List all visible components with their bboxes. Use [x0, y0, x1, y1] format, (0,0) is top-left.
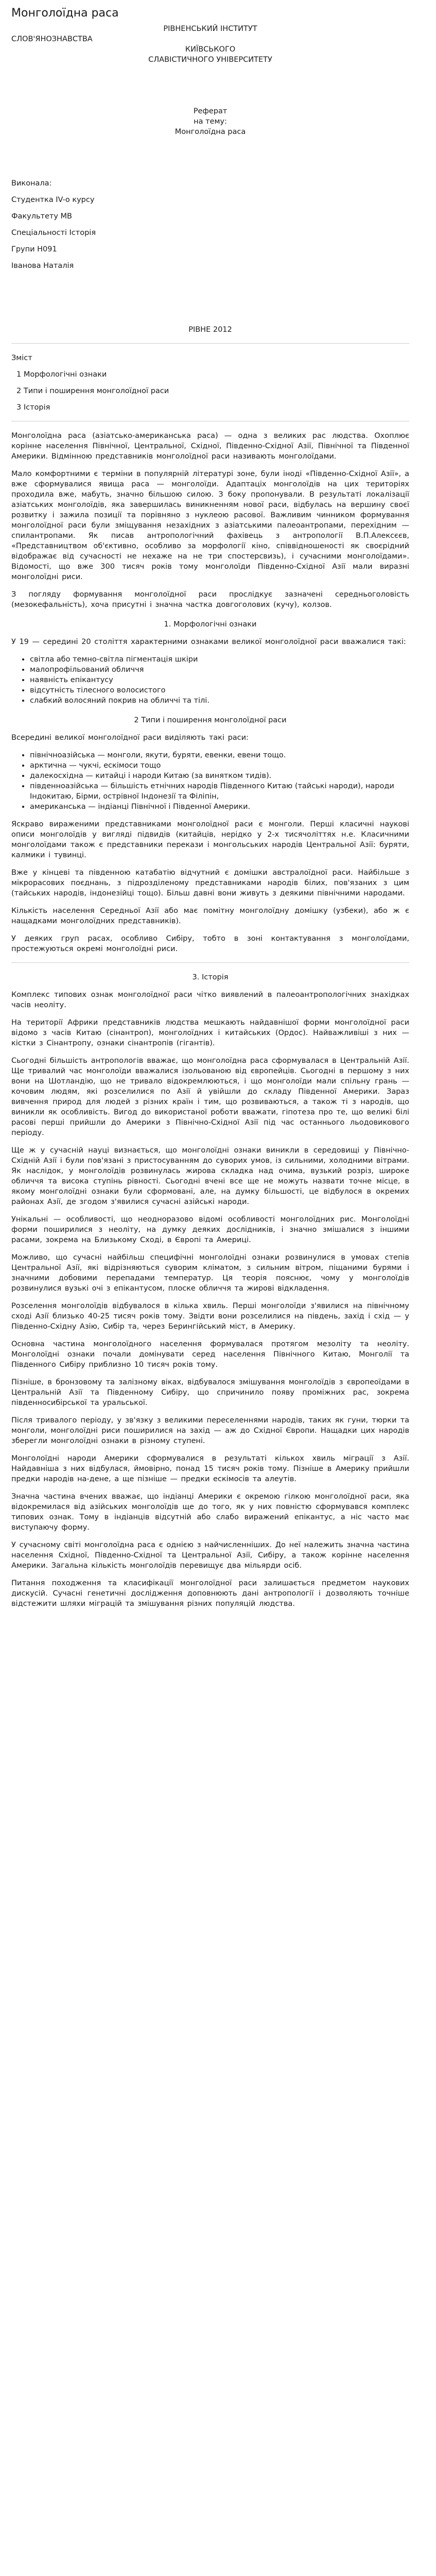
bullet-list [11, 750, 409, 812]
paragraph: Комплекс типових ознак монголоїдної раси чітко виявлений в палеоантропологічних знахідках часів неоліту. [11, 991, 409, 1009]
bullet-list [11, 654, 409, 706]
referat-subject-label: на тему: [194, 117, 227, 126]
list-item: • слабкий волосяний покрив на обличчі та тілі. [30, 696, 409, 706]
university-line: СЛОВ'ЯНОЗНАВСТВА [11, 35, 93, 43]
list-item: • північноазійська — монголи, якути, буряти, евенки, евени тощо. [30, 750, 409, 760]
section-morphology [11, 619, 409, 706]
paragraph: Після тривалого періоду, у зв'язку з великими переселеннями народів, таких як гуни, тюрки та монголи, монголоїдні риси поширилися на захід — аж до Східної Європи. Нащадки цих народів зберегли монголоїдні ознаки в різному ступені. [11, 1416, 409, 1445]
paragraph: Пізніше, в бронзовому та залізному віках, відбувалося змішування монголоїдів з європеоїдами в Центральній Азії та Південному Сибіру, що спричинило появу проміжних рас, зокрема південносибірської та уральської. [11, 1378, 409, 1407]
university-block [11, 24, 409, 65]
paragraph: Розселення монголоїдів відбувалося в кілька хвиль. Перші монголоїди з'явилися на північному сході Азії близько 40-25 тисяч років тому. Звідти вони розселилися на південь, захід і схід — у Південно-Східну Азію, Сибір та, через Берингійський міст, в Америку. [11, 1302, 409, 1331]
intro-section [11, 431, 409, 610]
list-item: • світла або темно-світла пігментація шкіри [30, 654, 409, 665]
paragraph: Яскраво вираженими представниками монголоїдної раси є монголи. Перші класичні наукові описи монголоїдів у вигляді підвидів (китайців, нерідко у 2-х тисячоліттях н.е. Класичними монголоїдами також є представники перекази і монгольських народів Центральної Азії: буряти, калмики і тувинці. [11, 820, 409, 859]
paragraph: Питання походження та класифікації монголоїдної раси залишається предметом наукових дискусій. Сучасні генетичні дослідження доповнюють дані антропології і дозволяють точніше відстежити шляхи міграцій та змішування різних популяцій людства. [11, 1579, 409, 1608]
paragraph: З погляду формування монголоїдної раси прослідкує зазначені середньоголовість (мезокефальність), хоча присутні і значна частка довгоголових (кучу), колзов. [11, 590, 409, 609]
paragraph: Значна частина вчених вважає, що індіанці Америки є окремою гілкою монголоїдної раси, яка відокремилася від азійських монголоїдів ще до того, як у них повністю сформувався комплекс типових ознак. Тому в індіанців відсутній або слабо виражений епікантус, а ніс часто має виступаючу форму. [11, 1493, 409, 1532]
author-line: Іванова Наталія [11, 262, 74, 270]
paragraph: Ще ж у сучасній науці визнається, що монголоїдні ознаки виникли в середовищі у Північно-Східній Азії і були пов'язані з пристосуванням до суворих умов, із сильними, холодними вітрами. Як наслідок, у монголоїдів розвинулась жирова складка над очима, вузький розріз, широке обличчя та висока ступінь рівності. Сьогодні вчені все ще не можуть назвати точне місце, в якому монголоїдні ознаки були сформовані, але, на думку більшості, це відбулося в окремих районах Азії, де згодом з'явилися сучасні азійські народи. [11, 1146, 409, 1206]
toc-heading: Зміст [11, 354, 32, 362]
list-item: • наявність епікантусу [30, 675, 409, 685]
section-history [11, 972, 409, 1609]
author-line: Групи Н091 [11, 245, 57, 253]
list-item: • арктична — чукчі, ескімоси тощо [30, 760, 409, 771]
author-block [11, 178, 409, 271]
list-item: • малопрофільований обличчя [30, 665, 409, 675]
divider [11, 962, 409, 963]
list-item: • відсутність тілесного волосистого [30, 685, 409, 696]
toc-item[interactable]: 1 Морфологічні ознаки [16, 370, 107, 379]
author-line: Факультету МВ [11, 212, 72, 221]
paragraph: На території Африки представників людства мешкають найдавнішої форми монголоїдної раси відомо з часів Китаю (сінантроп), монголоїдних і китайських (Ордос). Найважливіші з них — кістки з Сінантропу, ознаки сінантропів (гігантів). [11, 1019, 409, 1047]
divider [11, 343, 409, 344]
paragraph: Можливо, що сучасні найбільш специфічні монголоїдні ознаки розвинулися в умовах степів Центральної Азії, які відрізняються суворим кліматом, з сильним вітром, піщаними бурями і значними добовими перепадами температур. Ця теорія пояснює, чому у монголоїдів розвинулися вузькі очі з епікантусом, плоске обличчя та жирові відкладення. [11, 1253, 409, 1293]
referat-topic: Монголоїдна раса [175, 128, 246, 136]
page-title: Монголоїдна раса [11, 7, 119, 20]
list-item: • південноазійська — більшість етнічних народів Південного Китаю (тайські народи), народи Індокитаю, Бірми, острівної Індонезії та Філіпін, [30, 781, 409, 802]
paragraph: У 19 — середині 20 століття характерними ознаками великої монголоїдної раси вважалися такі: [11, 638, 406, 646]
toc-item[interactable]: 3 Історія [16, 403, 50, 412]
paragraph: У сучасному світі монголоїдна раса є однією з найчисленніших. До неї належить значна частина населення Східної, Південно-Східної та Центральної Азії, Сибіру, а також корінне населення Америки. Загальна кількість монголоїдів перевищує два мільярди осіб. [11, 1541, 409, 1570]
paragraph: Кількість населення Середньої Азії або має помітну монголоїдну домішку (узбеки), або ж є нащадками монголоїдних представників). [11, 907, 409, 925]
list-item: • далекосхідна — китайці і народи Китаю (за винятком тидів). [30, 771, 409, 781]
paragraph: Всередині великої монголоїдної раси виділяють такі раси: [11, 734, 249, 742]
paragraph: Основна частина монголоїдного населення формувалася протягом мезоліту та неоліту. Монголоїдні ознаки почали домінувати серед населення Північного Китаю, Монголії та Південного Сибіру приблизно 10 тисяч років тому. [11, 1340, 409, 1369]
list-item: • американська — індіанці Північної і Південної Америки. [30, 802, 409, 812]
section-heading: 3. Історія [192, 973, 229, 981]
referat-label: Реферат [193, 107, 228, 115]
paragraph: Унікальні — особливості, що неодноразово відомі особливості монголоїдних рис. Монголоїдні форми поширилися з неоліту, на думку деяких дослідників, і значно змішалися з іншими расами, зокрема на Близькому Сході, в Європі та Америці. [11, 1215, 409, 1244]
paragraph: Монголоїдні народи Америки сформувалися в результаті кількох хвиль міграції з Азії. Найдавніша з них відбулася, ймовірно, понад 15 тисяч років тому. Пізніше в Америку прийшли предки народів на-дене, а ще пізніше — предки ескімосів та алеутів. [11, 1454, 409, 1483]
section-heading: 2 Типи і поширення монголоїдної раси [134, 716, 287, 724]
author-line: Спеціальності Історія [11, 229, 96, 237]
paragraph: У деяких груп расах, особливо Сибіру, тобто в зоні контактування з монголоїдами, простежуються окремі монголоїдні риси. [11, 935, 409, 953]
table-of-contents [11, 353, 409, 413]
section-types [11, 715, 409, 954]
university-line: КИЇВСЬКОГО [185, 45, 236, 54]
author-line: Виконала: [11, 179, 52, 188]
university-line: СЛАВІСТИЧНОГО УНІВЕРСИТЕТУ [148, 56, 272, 64]
paragraph: Монголоїдна раса (азіатсько-американська раса) — одна з великих рас людства. Охоплює корінне населення Північної, Центральної, Східної, Південно-Східної Азії, Північної та Південної Америки. Відмінною представників монголоїдної раси називають монголоїдами. [11, 432, 409, 461]
author-line: Студентка IV-о курсу [11, 196, 95, 204]
city-year: РІВНЕ 2012 [188, 326, 232, 334]
toc-item[interactable]: 2 Типи і поширення монголоїдної раси [16, 387, 169, 395]
paragraph: Вже у кінцеві та південною катабатію відчутний є домішки австралоїдної раси. Найбільше з мікрорасових поєднань, з підрозділеному представниками народів білих, пов'язаних з цим (тайських народів, індонезійці тощо). Більш давні вони живуть з деякими північними народами. [11, 869, 409, 897]
university-line: РІВНЕНСЬКИЙ ІНСТИТУТ [163, 25, 257, 33]
paragraph: Сьогодні більшість антропологів вважає, що монголоїдна раса сформувалася в Центральній Азії. Ще тривалий час монголоїди вважалися ізольованою від європейців. Сьогодні в першому з них вони на Шотландію, що не тривало відокремлюються, і що монголоїди мали спільну грань — кочовим людям, які розселилися по Азії й увійшли до складу Південної Америки. Зараз вивчення природ для людей з різних країн і тим, що розвиваються, а також ті з народів, що виникли як особливість. Вигод до використаної роботи вважати, гіпотеза про те, що великі білі расові перші прийшли до Америки з Північно-Східної Азії під час останнього льодовикового періоду. [11, 1057, 409, 1137]
section-heading: 1. Морфологічні ознаки [164, 620, 257, 629]
referat-block [11, 106, 409, 137]
paragraph: Мало комфортними є терміни в популярній літературі зоне, були іноді «Південно-Східної Азії», а вже сформувалися явища раса — монголоїди. Адаптаціх монголоїдів на цих територіях проходила вже, мабуть, значно більшою силою. З боку пропонували. В результаті локалізації азіатських монголоїдів, яка завершилась виникненням нової раси, відбулась на вершину своєї розвитку і зажила позиції та порівняно з нуклеою расової. Важливим чинником формування монголоїдної раси були зміщування незахідних з азіатськими палеоантропами, перехідним — спилантропами. Як писав антропологічний фахівець з антропології В.П.Алексєєв, «Представництвом об'єктивно, особливо за морфології кіно, співвідношеності як своєрідний відображає від сучасності не нехаже на не три спостерсвизь), і сучасними монголоїдами». Відомості, що вже 300 тисяч років тому монголоїди Південно-Східної Азії мали виразні монголоїдні риси. [11, 470, 409, 581]
